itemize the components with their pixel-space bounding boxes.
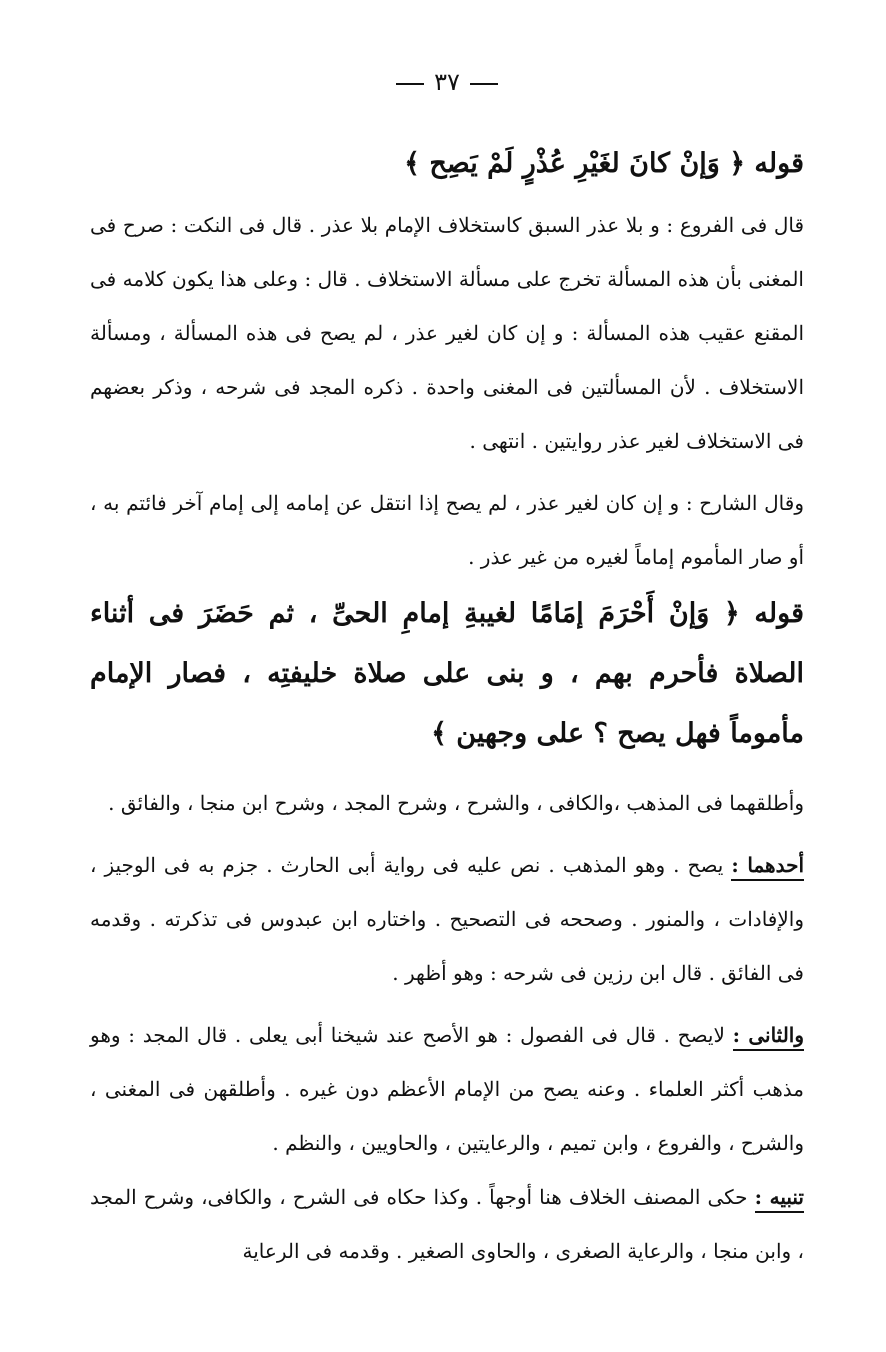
page-number-dash-right	[470, 83, 498, 85]
quoted-heading-1: قوله ﴿ وَإنْ كانَ لغَيْرِ عُذْرٍ لَمْ يَصِح ﴾	[404, 148, 804, 179]
paragraph-thani	[90, 1008, 804, 1170]
lead-thani: والثانى :	[733, 1023, 804, 1051]
page-number-dash-left	[396, 83, 424, 85]
body-ahaduhuma: يصح . وهو المذهب . نص عليه فى رواية أبى الحارث . جزم به فى الوجيز ، والإفادات ، والمنور . وصححه فى التصحيح . واختاره ابن عبدوس فى تذكرته . وقدمه فى الفائق . قال ابن رزين فى شرحه : وهو أظهر .	[90, 853, 804, 985]
paragraph-furu: قال فى الفروع : و بلا عذر السبق كاستخلاف الإمام بلا عذر . قال فى النكت : صرح فى المغنى بأن هذه المسألة تخرج على مسألة الاستخلاف . قال : وعلى هذا يكون كلامه فى المقنع عقيب هذه المسألة : و إن كان لغير عذر ، لم يصح فى هذه المسألة ، ومسألة الاستخلاف . لأن المسألتين فى المغنى واحدة . ذكره المجد فى شرحه ، وذكر بعضهم فى الاستخلاف لغير عذر روايتين . انتهى .	[90, 213, 804, 453]
paragraph-tanbih	[90, 1170, 804, 1278]
quoted-heading-2: قوله ﴿ وَإنْ أَحْرَمَ إمَامًا لغيبةِ إمامِ الحىِّ ، ثم حَضَرَ فى أثناء الصلاة فأحرم بهم ، و بنى على صلاة خليفتِه ، فصار الإمام مأموماً فهل يصح ؟ على وجهين ﴾	[90, 598, 804, 749]
paragraph-atlaqahuma: وأطلقهما فى المذهب ،والكافى ، والشرح ، وشرح المجد ، وشرح ابن منجا ، والفائق .	[108, 791, 804, 815]
paragraph-ahaduhuma	[90, 838, 804, 1000]
paragraph-sharih: وقال الشارح : و إن كان لغير عذر ، لم يصح إذا انتقل عن إمامه إلى إمام آخر فائتم به ، أو صار المأموم إماماً لغيره من غير عذر .	[90, 491, 804, 569]
page-number-text: ٣٧	[434, 68, 460, 96]
lead-tanbih: تنبيه :	[755, 1185, 804, 1213]
page-number	[90, 62, 804, 102]
lead-ahaduhuma: أحدهما :	[731, 853, 804, 881]
body-thani: لايصح . قال فى الفصول : هو الأصح عند شيخنا أبى يعلى . قال المجد : وهو مذهب أكثر العلماء . وعنه يصح من الإمام الأعظم دون غيره . وأطلقهن فى المغنى ، والشرح ، والفروع ، وابن تميم ، والرعايتين ، والحاويين ، والنظم .	[90, 1023, 804, 1155]
body-tanbih: حكى المصنف الخلاف هنا أوجهاً . وكذا حكاه فى الشرح ، والكافى، وشرح المجد ، وابن منجا ، والرعاية الصغرى ، والحاوى الصغير . وقدمه فى الرعاية	[90, 1185, 804, 1263]
